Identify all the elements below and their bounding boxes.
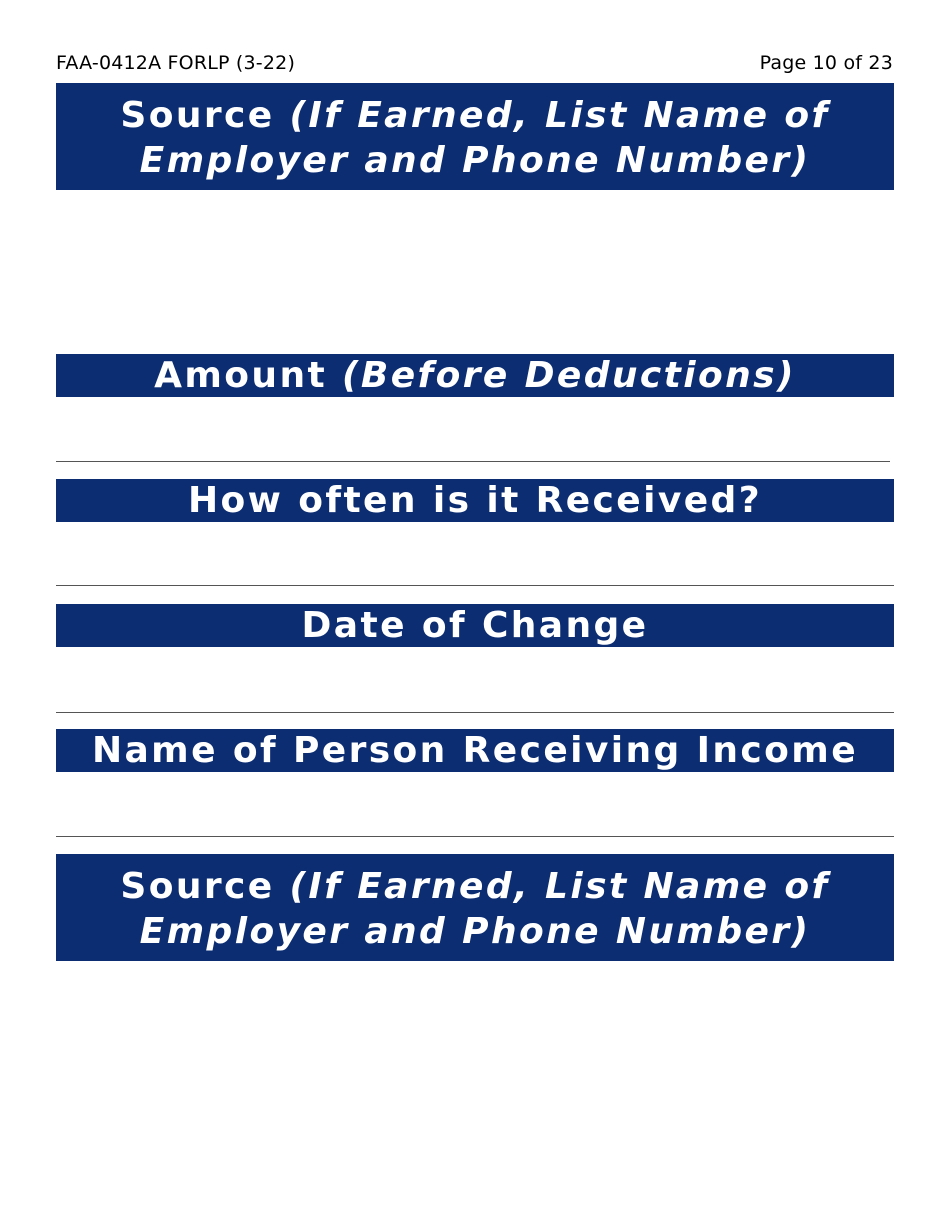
person-name-field[interactable] [56,775,894,836]
form-id: FAA-0412A FORLP (3-22) [56,52,296,74]
amount-heading [56,354,894,397]
date-of-change-heading-label: Date of Change [301,605,649,646]
date-of-change-field-line [56,712,894,713]
source-heading-2 [56,854,894,961]
source-field[interactable] [56,190,894,350]
source-heading-2-label: Source [120,865,275,907]
source-heading-2-hint: (If Earned, List Name of [289,865,830,907]
frequency-field-line [56,585,894,586]
date-of-change-heading [56,604,894,647]
source-heading-hint-line2: Employer and Phone Number) [139,139,811,181]
person-name-field-line [56,836,894,837]
source-heading-2-hint-line2: Employer and Phone Number) [139,910,811,952]
source-field-2[interactable] [56,962,894,1162]
frequency-heading [56,479,894,522]
person-name-heading [56,729,894,772]
source-heading-hint: (If Earned, List Name of [289,94,830,136]
person-name-heading-label: Name of Person Receiving Income [91,730,859,771]
source-heading-label: Source [120,94,275,136]
source-heading [56,83,894,190]
amount-field-line [56,461,890,462]
date-of-change-field[interactable] [56,650,894,712]
amount-heading-label: Amount [154,355,328,396]
frequency-field[interactable] [56,525,894,584]
frequency-heading-label: How often is it Received? [188,480,762,521]
amount-field[interactable] [56,400,890,460]
amount-heading-hint: (Before Deductions) [342,355,796,396]
page-number: Page 10 of 23 [759,52,893,74]
